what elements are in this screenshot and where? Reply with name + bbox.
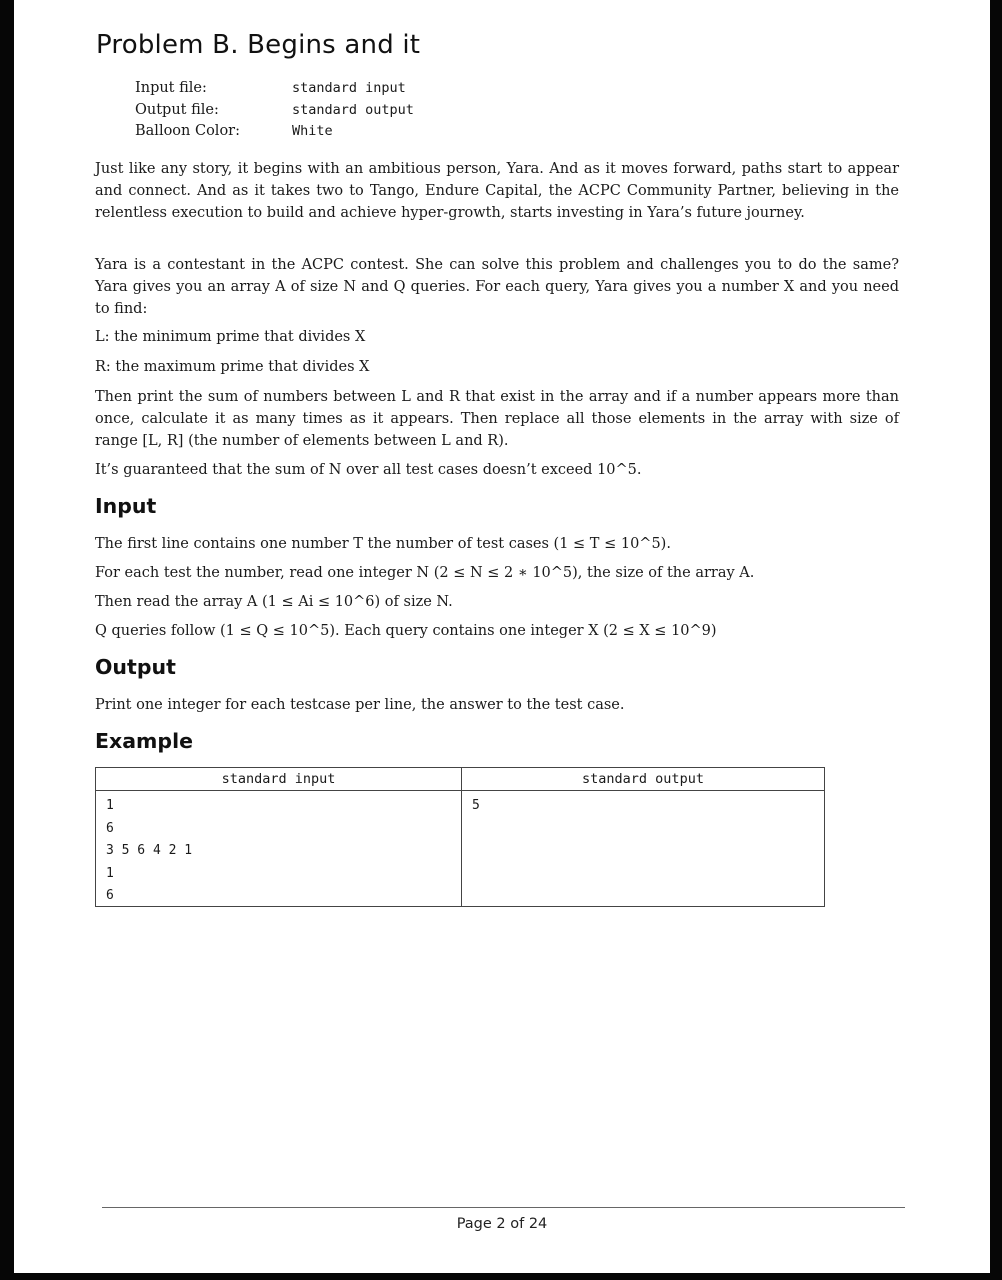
page-number: Page 2 of 24: [456, 1216, 548, 1232]
example-output-body: [462, 791, 824, 818]
output-line-1: Print one integer for each testcase per line, the answer to the test case.: [95, 697, 625, 713]
footer-divider: [102, 1207, 905, 1208]
example-input-line: 1: [106, 865, 114, 881]
problem-meta: [135, 78, 414, 143]
example-input-line: 1: [106, 798, 114, 813]
statement-paragraph-1: Just like any story, it begins with an ambitious person, Yara. And as it moves forward, paths start to appear and connect. And as it takes two to Tango, Endure Capital, the ACPC Community Partner, believing in the relentless execution to build and achieve hyper-growth, starts investing in Yara’s future journey.: [95, 161, 899, 221]
example-input-line: 6: [106, 888, 114, 903]
example-input-body: [96, 791, 461, 908]
meta-value: standard input: [292, 80, 406, 96]
statement-constraint: It’s guaranteed that the sum of N over all test cases doesn’t exceed 10^5.: [95, 462, 642, 478]
meta-row-output: [135, 100, 414, 122]
example-input-line: 3 5 6 4 2 1: [106, 843, 193, 858]
statement-paragraph-3: Then print the sum of numbers between L and R that exist in the array and if a number appears more than once, calculate it as many times as it appears. Then replace all those elements in the array with size of range [L, R] (the number of elements between L and R).: [95, 389, 899, 449]
output-heading: Output: [95, 655, 176, 679]
screen-border-bottom: [0, 1273, 1002, 1280]
example-input-line: 6: [106, 820, 114, 836]
input-line-1: The first line contains one number T the number of test cases (1 ≤ T ≤ 10^5).: [95, 536, 671, 552]
statement-paragraph-2: Yara is a contestant in the ACPC contest. She can solve this problem and challenges you to do the same? Yara gives you an array A of size N and Q queries. For each query, Yara gives you a number X and you need to find:: [95, 257, 899, 317]
input-heading: Input: [95, 494, 157, 518]
meta-value: standard output: [292, 101, 414, 118]
example-heading: Example: [95, 729, 194, 753]
meta-label: Input file:: [135, 80, 207, 96]
example-table: [95, 767, 825, 907]
definition-r: R: the maximum prime that divides X: [95, 359, 370, 375]
example-output-header: standard output: [462, 768, 824, 791]
screen-border-left: [0, 0, 14, 1280]
meta-value: White: [292, 123, 333, 139]
meta-row-balloon: [135, 121, 414, 143]
input-line-2: For each test the number, read one integer N (2 ≤ N ≤ 2 ∗ 10^5), the size of the array A.: [95, 565, 755, 581]
example-input-column: [96, 768, 462, 906]
input-line-3: Then read the array A (1 ≤ Ai ≤ 10^6) of size N.: [95, 594, 453, 610]
problem-title: Problem B. Begins and it: [96, 30, 421, 60]
screen-border-right: [990, 0, 1002, 1280]
example-output-column: [462, 768, 824, 906]
meta-label: Output file:: [135, 101, 219, 118]
meta-row-input: [135, 78, 414, 100]
meta-label: Balloon Color:: [135, 123, 240, 139]
document-page: [14, 0, 990, 1273]
example-input-header: standard input: [96, 768, 461, 791]
definition-l: L: the minimum prime that divides X: [95, 329, 366, 345]
example-output-line: 5: [472, 798, 480, 813]
input-line-4: Q queries follow (1 ≤ Q ≤ 10^5). Each query contains one integer X (2 ≤ X ≤ 10^9): [95, 623, 717, 639]
